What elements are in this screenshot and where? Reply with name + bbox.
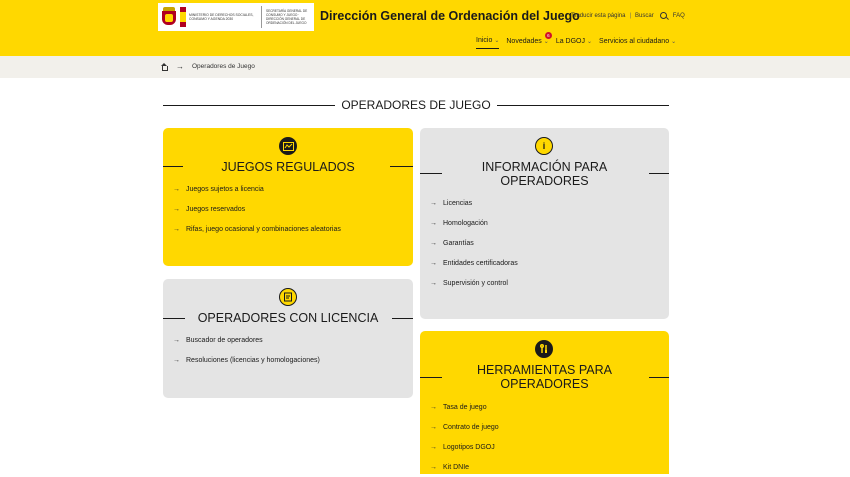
government-logo[interactable]: [158, 3, 314, 31]
arrow-right-icon: →: [173, 336, 180, 344]
link-buscador-operadores[interactable]: → Buscador de operadores: [173, 336, 263, 344]
arrow-right-icon: →: [430, 423, 437, 431]
arrow-right-icon: →: [173, 356, 180, 364]
link-rifas[interactable]: → Rifas, juego ocasional y combinaciones aleatorias: [173, 225, 341, 233]
link-homologacion[interactable]: → Homologación: [430, 219, 488, 227]
arrow-right-icon: →: [430, 219, 437, 227]
arrow-right-icon: →: [430, 199, 437, 207]
nav-novedades[interactable]: Novedades ⌄ 6: [506, 37, 548, 49]
chevron-down-icon: ⌄: [587, 38, 593, 45]
link-list: [173, 179, 341, 239]
arrow-right-icon: →: [173, 185, 180, 193]
link-juegos-reservados[interactable]: → Juegos reservados: [173, 205, 246, 213]
link-garantias[interactable]: → Garantías: [430, 239, 474, 247]
link-juegos-sujetos-licencia[interactable]: → Juegos sujetos a licencia: [173, 185, 264, 193]
coat-of-arms-icon: [161, 7, 177, 27]
card-herramientas-operadores: [420, 331, 669, 474]
link-list: [173, 330, 320, 370]
chevron-down-icon: ⌄: [543, 38, 549, 45]
nav-inicio[interactable]: Inicio ⌄: [476, 37, 499, 49]
search-icon[interactable]: [660, 12, 667, 19]
link-kit-dnie[interactable]: → Kit DNIe: [430, 463, 470, 471]
faq-link[interactable]: FAQ: [672, 12, 685, 19]
license-icon: [279, 288, 297, 306]
link-contrato-juego[interactable]: → Contrato de juego: [430, 423, 499, 431]
arrow-right-icon: →: [430, 443, 437, 451]
breadcrumb-bar: [0, 56, 850, 78]
nav-la-dgoj[interactable]: La DGOJ ⌄: [555, 37, 593, 45]
arrow-right-icon: →: [430, 239, 437, 247]
chevron-down-icon: ⌄: [671, 38, 677, 45]
nav-servicios[interactable]: Servicios al ciudadano ⌄: [599, 37, 677, 45]
link-logotipos-dgoj[interactable]: → Logotipos DGOJ: [430, 443, 495, 451]
link-licencias[interactable]: → Licencias: [430, 199, 473, 207]
translate-link[interactable]: Traducir esta página: [571, 12, 626, 19]
search-link[interactable]: Buscar: [635, 12, 654, 19]
link-entidades-certificadoras[interactable]: → Entidades certificadoras: [430, 259, 518, 267]
flag-icon: [180, 7, 186, 27]
arrow-right-icon: →: [176, 62, 184, 71]
arrow-right-icon: →: [430, 463, 437, 471]
arrow-right-icon: →: [430, 403, 437, 411]
notification-badge: 6: [545, 32, 552, 39]
card-title: INFORMACIÓN PARA OPERADORES: [481, 160, 608, 188]
utility-links: Traducir esta página | Buscar FAQ: [571, 12, 685, 19]
card-operadores-licencia: [163, 279, 413, 398]
card-title: HERRAMIENTAS PARA OPERADORES: [477, 363, 612, 391]
link-tasa-juego[interactable]: → Tasa de juego: [430, 403, 487, 411]
link-list: [430, 397, 499, 477]
secretariat-name: SECRETARÍA GENERAL DE CONSUMO Y JUEGO · DIRECCIÓN GENERAL DE ORDENACIÓN DEL JUEGO: [266, 9, 308, 25]
gaming-icon: [279, 137, 297, 155]
link-supervision-control[interactable]: → Supervisión y control: [430, 279, 508, 287]
card-juegos-regulados: [163, 128, 413, 266]
ministry-name: MINISTERIO DE DERECHOS SOCIALES, CONSUMO Y AGENDA 2030: [189, 13, 254, 21]
card-title: JUEGOS REGULADOS: [221, 160, 355, 174]
card-title: OPERADORES CON LICENCIA: [197, 311, 379, 325]
breadcrumb-current: Operadores de Juego: [192, 63, 255, 70]
card-informacion-operadores: [420, 128, 669, 319]
page-heading: [163, 96, 669, 114]
arrow-right-icon: →: [173, 205, 180, 213]
home-icon[interactable]: [160, 63, 168, 70]
arrow-right-icon: →: [173, 225, 180, 233]
tools-icon: [535, 340, 553, 358]
page-title: OPERADORES DE JUEGO: [341, 98, 491, 112]
chevron-down-icon: ⌄: [494, 38, 500, 44]
site-header: [0, 0, 850, 52]
info-icon: i: [535, 137, 553, 155]
link-resoluciones[interactable]: → Resoluciones (licencias y homologaciones): [173, 356, 320, 364]
arrow-right-icon: →: [430, 279, 437, 287]
main-nav: [476, 33, 677, 49]
breadcrumb: [160, 63, 255, 70]
link-list: [430, 193, 518, 293]
arrow-right-icon: →: [430, 259, 437, 267]
site-title[interactable]: Dirección General de Ordenación del Juego: [320, 9, 580, 23]
